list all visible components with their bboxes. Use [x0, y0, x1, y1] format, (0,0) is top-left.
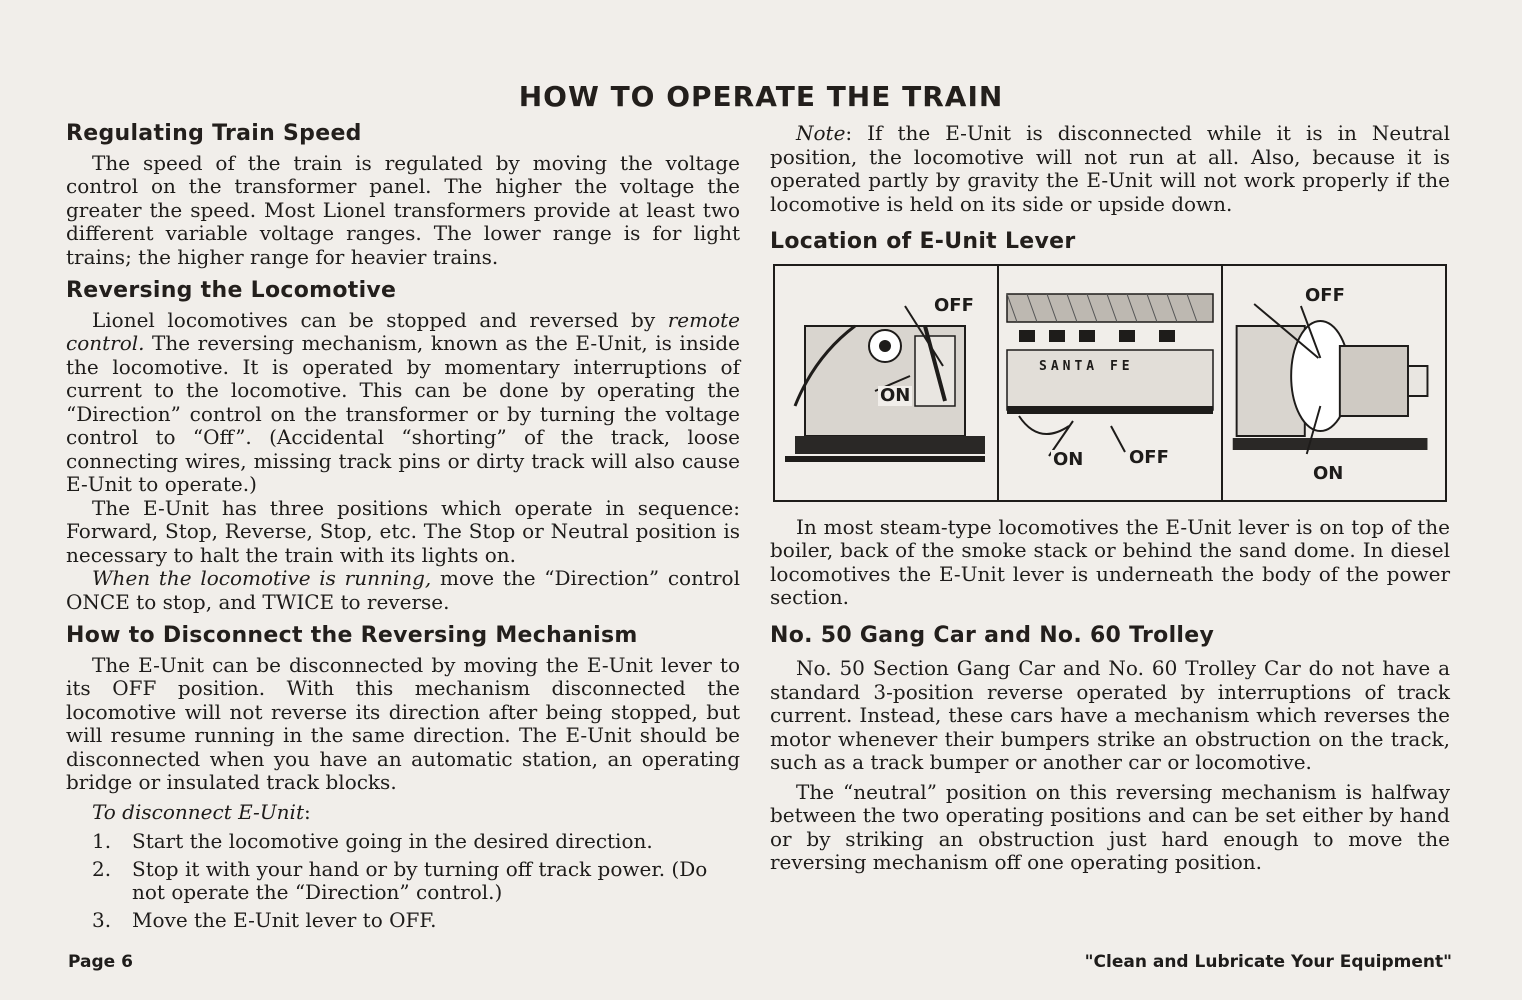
label-off: OFF — [934, 294, 974, 316]
eunit-illustration — [773, 264, 1447, 502]
paragraph-reversing-2: The E-Unit has three positions which operate in sequence: Forward, Stop, Reverse, Stop, etc. The Stop or Neutral position is necessary to halt the train with its lights on. — [66, 495, 740, 567]
left-column — [66, 122, 740, 932]
label-off: OFF — [1129, 446, 1169, 468]
label-on: ON — [1313, 462, 1344, 484]
heading-gang-car: No. 50 Gang Car and No. 60 Trolley — [770, 622, 1215, 648]
label-on: ON — [880, 384, 911, 406]
footer-slogan: "Clean and Lubricate Your Equipment" — [1084, 952, 1452, 972]
paragraph-speed: The speed of the train is regulated by moving the voltage control on the transformer panel. The higher the voltage the greater the speed. Most Lionel transformers provide at least two different variable voltage ranges. The lower range is for light trains; the higher range for heavier trains. — [66, 150, 740, 269]
heading-regulating-speed: Regulating Train Speed — [66, 121, 362, 146]
paragraph-reversing-3: When the locomotive is running, move the “Direction” control ONCE to stop, and TWICE to reverse. — [66, 566, 740, 614]
diesel-locomotive-drawing — [999, 266, 1221, 500]
page-number: Page 6 — [68, 952, 133, 972]
diesel-locomotive-panel — [999, 266, 1223, 500]
paragraph-gang-car-1: No. 50 Section Gang Car and No. 60 Trolley Car do not have a standard 3-position reverse operated by interruptions of track current. Instead, these cars have a mechanism which reverses the motor whenever their bumpers strike an obstruction on the track, such as a track bumper or another car or locomotive. — [770, 656, 1450, 774]
steam-locomotive-panel — [775, 266, 999, 500]
subheading-to-disconnect: To disconnect E-Unit: — [92, 799, 311, 824]
list-item: 3. Move the E-Unit lever to OFF. — [92, 907, 437, 932]
heading-disconnect: How to Disconnect the Reversing Mechanism — [66, 623, 638, 648]
paragraph-disconnect: The E-Unit can be disconnected by moving the E-Unit lever to its OFF position. With this mechanism disconnected the locomotive will not reverse its direction after being stopped, but will resume running in the same direction. The E-Unit should be disconnected when you have an automatic station, an operating bridge or insulated track blocks. — [66, 652, 740, 794]
list-item: 1. Start the locomotive going in the desired direction. — [92, 829, 653, 853]
steps-list — [66, 830, 740, 932]
paragraph-note: Note: If the E-Unit is disconnected while it is in Neutral position, the locomotive will not run at all. Also, because it is operated partly by gravity the E-Unit will not work properly if the locomotive is held on its side or upside down. — [770, 121, 1450, 216]
switcher-locomotive-panel — [1223, 266, 1445, 500]
heading-reversing: Reversing the Locomotive — [66, 278, 397, 303]
heading-eunit-location: Location of E-Unit Lever — [770, 229, 1076, 254]
paragraph-gang-car-2: The “neutral” position on this reversing mechanism is halfway between the two operating positions and can be set either by hand or by striking an obstruction just hard enough to move the reversing mechanism off one operating position. — [770, 779, 1450, 874]
list-item: 2. Stop it with your hand or by turning off track power. (Do not operate the “Direction” control.) — [92, 856, 708, 904]
label-off: OFF — [1305, 284, 1345, 306]
paragraph-reversing-1: Lionel locomotives can be stopped and reversed by remote control. The reversing mechanism, known as the E-Unit, is inside the locomotive. It is operated by momentary interruptions of current to the locomotive. This can be done by operating the “Direction” control on the transformer or by turning the voltage control to “Off”. (Accidental “shorting” of the track, loose connecting wires, missing track pins or dirty track will also cause E-Unit to operate.) — [66, 307, 740, 496]
label-on: ON — [1053, 448, 1084, 470]
santa-fe-lettering: SANTA FE — [1039, 358, 1134, 374]
paragraph-eunit-location: In most steam-type locomotives the E-Unit lever is on top of the boiler, back of the smoke stack or behind the sand dome. In diesel locomotives the E-Unit lever is underneath the body of the power section. — [770, 514, 1450, 609]
page-title: HOW TO OPERATE THE TRAIN — [518, 80, 1004, 113]
right-column — [770, 122, 1450, 875]
